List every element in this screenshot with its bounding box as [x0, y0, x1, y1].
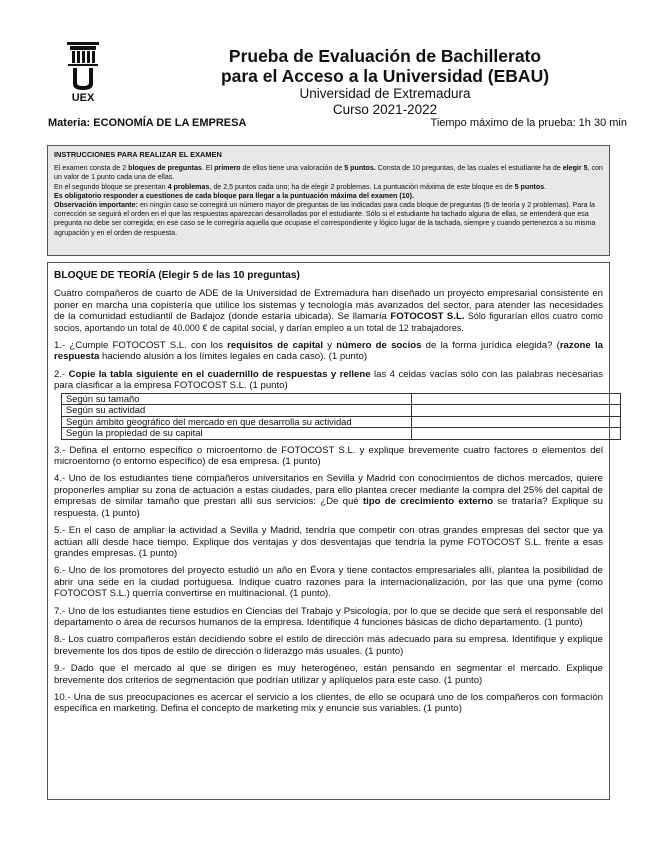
table-row-label: Según su tamaño	[62, 393, 412, 405]
subject-label: Materia: ECONOMÍA DE LA EMPRESA	[48, 117, 247, 129]
classification-table	[61, 393, 621, 440]
question-2: 2.- Copie la tabla siguiente en el cuadernillo de respuestas y rellene las 4 celdas vacías sólo con las palabras necesarias para clasificar a la empresa FOTOCOST S.L. (1 punto)	[54, 368, 603, 392]
question-5: 5.- En el caso de ampliar la actividad a Sevilla y Madrid, tendría que competir con otras grandes empresas del sector que ya actúan allí desde hace tiempo. Explique dos ventajas y dos desventajas que tendría la pyme FOTOCOST S.L. frente a esas grandes empresas. (1 punto)	[54, 525, 603, 559]
question-8: 8.- Los cuatro compañeros están decidiendo sobre el estilo de dirección más adecuado para su empresa. Identifique y explique brevemente los dos tipos de estilo de dirección o liderazgo más usuales. (1 punto)	[54, 634, 603, 657]
table-empty-cell	[412, 428, 621, 440]
instructions-para-3: Es obligatorio responder a cuestiones de cada bloque para llegar a la puntuación máxima del examen (10).	[54, 191, 414, 200]
exam-title-line1: Prueba de Evaluación de Bachillerato	[228, 46, 542, 66]
table-row-label: Según su actividad	[62, 405, 412, 417]
table-empty-cell	[412, 393, 621, 405]
exam-title-line2: para el Acceso a la Universidad (EBAU)	[220, 66, 550, 86]
university-name: Universidad de Extremadura	[299, 86, 471, 101]
instructions-title: INSTRUCCIONES PARA REALIZAR EL EXAMEN	[54, 150, 222, 159]
logo-text: UEX	[71, 92, 95, 102]
question-3: 3.- Defina el entorno específico o microentorno de FOTOCOST S.L. y explique brevemente cuatro factores o elementos del microentorno (o entorno específico) de esa empresa. (1 punto)	[54, 444, 603, 468]
course-year: Curso 2021-2022	[332, 102, 438, 117]
table-empty-cell	[412, 416, 621, 428]
university-logo	[64, 40, 102, 102]
case-intro: Cuatro compañeros de cuarto de ADE de la Universidad de Extremadura han diseñado un proyecto empresarial consistente en poner en marcha una copistería que utilice los sistemas y tecnología más avanzados del sector, para atender las necesidades de la comunidad estudiantil de Badajoz (donde estaría ubicada). Se llamaría FOTOCOST S.L. Sólo figurarían ellos cuatro como socios, aportando un total de 40.000 € de capital social, y darían empleo a un total de 12 trabajadores.	[54, 288, 603, 333]
instructions-para-4: Observación importante: en ningún caso se corregirá un número mayor de preguntas de las indicadas para cada bloque de preguntas (5 de teoría y 2 problemas). Para la corrección se seguirá el orden en el que las respuestas aparezcan desarrolladas por el estudiante. Sólo si el estudiante ha tachado alguna de ellas, se entenderá que esa pregunta no debe ser corregida; en ese caso se le corregiría aquella que ocupase el correspondiente y lógico lugar de la tachada, siempre y cuando pertenezca a su misma agrupación y en el orden de respuesta.	[54, 201, 596, 237]
table-row	[62, 428, 621, 440]
instructions-para-1: El examen consta de 2 bloques de preguntas. El primero de ellos tiene una valoración de 5 puntos. Consta de 10 preguntas, de las cuales el estudiante ha de elegir 5, con un valor de 1 punto cada una de ellas.	[54, 164, 603, 182]
theory-block	[47, 262, 610, 800]
table-empty-cell	[412, 405, 621, 417]
table-row	[62, 393, 621, 405]
instructions-para-2: En el segundo bloque se presentan 4 problemas, de 2,5 puntos cada uno; ha de elegir 2 problemas. La puntuación máxima de este bloque es de 5 puntos.	[54, 182, 547, 191]
instructions-box	[47, 145, 610, 256]
table-row-label: Según ámbito geográfico del mercado en que desarrolla su actividad	[62, 416, 412, 428]
question-4: 4.- Uno de los estudiantes tiene compañeros universitarios en Sevilla y Madrid con conocimientos de dichos mercados, quiere proponerles ampliar su zona de actuación a estas ciudades, para ello plantea crecer mediante la compra del 25% del capital de empresas de similar tamaño que prestan allí sus servicios: ¿De qué tipo de crecimiento externo se trataría? Explique su respuesta. (1 punto)	[54, 473, 604, 519]
question-9: 9.- Dado que el mercado al que se dirigen es muy heterogéneo, están pensando en segmentar el mercado. Explique brevemente dos criterios de segmentación que podrían utilizar y aplíquelos para este caso. (1 punto)	[54, 663, 603, 686]
block-title: BLOQUE DE TEORÍA (Elegir 5 de las 10 preguntas)	[54, 270, 300, 281]
exam-header	[190, 46, 580, 118]
question-1: 1.- ¿Cumple FOTOCOST S.L. con los requisitos de capital y número de socios de la forma jurídica elegida? (razone la respuesta haciendo alusión a los límites legales en cada caso). (1 punto)	[54, 340, 603, 363]
question-7: 7.- Uno de los estudiantes tiene estudios en Ciencias del Trabajo y Psicología, por lo que se decide que será el responsable del departamento o área de recursos humanos de la empresa. Identifique 4 funciones básicas de dicho departamento. (1 punto)	[54, 605, 603, 628]
time-limit: Tiempo máximo de la prueba: 1h 30 min	[430, 117, 627, 129]
question-6: 6.- Uno de los promotores del proyecto estudió un año en Évora y tiene contactos empresariales allí, plantea la posibilidad de abrir una sede en la ciudad portuguesa. Indique cuatro razones para la internacionalización, por las que una pyme (como FOTOCOST S.L.) querría convertirse en multinacional. (1 punto).	[54, 565, 603, 600]
table-row	[62, 416, 621, 428]
question-10: 10.- Una de sus preocupaciones es acercar el servicio a los clientes, de ello se ocupará uno de los compañeros con formación específica en marketing. Defina el concepto de marketing mix y enuncie sus variables. (1 punto)	[54, 691, 603, 715]
table-row	[62, 405, 621, 417]
table-row-label: Según la propiedad de su capital	[62, 428, 412, 440]
